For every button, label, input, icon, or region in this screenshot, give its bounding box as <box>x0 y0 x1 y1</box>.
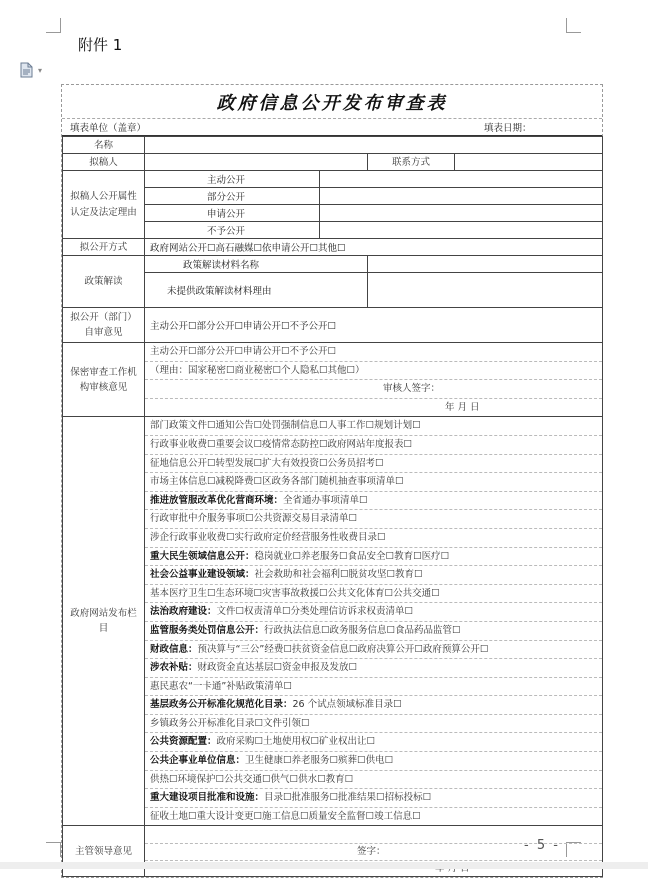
attr-label: 拟稿人公开属性认定及法定理由 <box>63 171 145 239</box>
column-category-label: 基层政务公开标准化规范化目录： <box>150 699 293 711</box>
dept-review-options[interactable]: 主动公开☐部分公开☐申请公开☐不予公开☐ <box>145 308 603 343</box>
chevron-down-icon[interactable]: ▾ <box>38 66 43 75</box>
dept-review-label: 拟公开（部门）自审意见 <box>63 308 145 343</box>
review-form <box>61 84 603 878</box>
column-options[interactable]: 全省通办事项清单☐ <box>283 494 368 506</box>
crop-mark-top-right <box>566 18 581 33</box>
reviewer-sign-label: 审核人签字： <box>145 380 602 399</box>
column-options[interactable]: 行政事业收费☐重要会议☐疫情常态防控☐政府网站年度报表☐ <box>150 438 413 450</box>
attachment-label: 附件 1 <box>78 36 123 54</box>
method-label: 拟公开方式 <box>63 239 145 256</box>
bottom-bar <box>0 862 648 869</box>
column-option-line[interactable] <box>145 622 602 641</box>
policy-material-field[interactable] <box>368 256 603 273</box>
leader-label: 主管领导意见 <box>63 826 145 877</box>
policy-no-reason-field[interactable] <box>368 273 603 308</box>
column-option-line[interactable] <box>145 510 602 529</box>
column-option-line[interactable] <box>145 789 602 808</box>
column-category-label: 公共企事业单位信息： <box>150 755 246 767</box>
column-option-line[interactable] <box>145 678 602 697</box>
form-table <box>62 136 603 877</box>
column-label: 政府网站发布栏目 <box>63 417 145 826</box>
column-options[interactable]: 行政执法信息☐政务服务信息☐食品药品监管☐ <box>264 624 461 636</box>
name-label: 名称 <box>63 137 145 154</box>
column-category-label: 监管服务类处罚信息公开： <box>150 624 265 636</box>
secret-review-reason[interactable]: （理由：国家秘密☐商业秘密☐个人隐私☐其他☐） <box>145 362 602 381</box>
table-row <box>63 417 603 826</box>
table-row <box>63 308 603 343</box>
table-row <box>63 256 603 273</box>
secret-review-label: 保密审查工作机构审核意见 <box>63 343 145 417</box>
attr-option: 申请公开 <box>145 205 320 222</box>
secret-review-options[interactable]: 主动公开☐部分公开☐申请公开☐不予公开☐ <box>145 343 602 362</box>
contact-label: 联系方式 <box>368 154 455 171</box>
column-options[interactable]: 卫生健康☐养老服务☐殡葬☐供电☐ <box>245 755 394 767</box>
contact-field[interactable] <box>455 154 603 171</box>
table-row <box>63 343 603 417</box>
column-options[interactable]: 稳岗就业☐养老服务☐食品安全☐教育☐医疗☐ <box>254 550 450 562</box>
column-option-line[interactable] <box>145 548 602 567</box>
column-options[interactable]: 征地信息公开☐转型发展☐扩大有效投资☐公务员招考☐ <box>150 457 384 469</box>
name-field[interactable] <box>145 137 603 154</box>
policy-no-reason-label: 未提供政策解读材料理由 <box>145 273 368 308</box>
column-options[interactable]: 惠民惠农“一卡通”补贴政策清单☐ <box>150 680 292 692</box>
table-row <box>63 239 603 256</box>
column-options[interactable]: 财政资金直达基层☐资金申报及发放☐ <box>197 662 358 674</box>
table-row <box>63 171 603 188</box>
table-row <box>63 154 603 171</box>
column-option-line[interactable] <box>145 455 602 474</box>
table-row <box>63 826 603 877</box>
column-category-label: 公共资源配置： <box>150 736 217 748</box>
column-category-label: 重大民生领域信息公开： <box>150 550 255 562</box>
attr-reason-field[interactable] <box>320 171 603 188</box>
column-option-line[interactable] <box>145 771 602 790</box>
form-meta-row <box>62 119 602 136</box>
drafter-label: 拟稿人 <box>63 154 145 171</box>
column-option-line[interactable] <box>145 715 602 734</box>
policy-label: 政策解读 <box>63 256 145 308</box>
crop-mark-bottom-left <box>46 842 61 857</box>
column-option-line[interactable] <box>145 417 602 436</box>
column-option-line[interactable] <box>145 808 602 826</box>
column-category-label: 重大建设项目批准和设施： <box>150 792 265 804</box>
attr-option: 部分公开 <box>145 188 320 205</box>
column-options[interactable]: 目录☐批准服务☐批准结果☐招标投标☐ <box>264 792 432 804</box>
attr-reason-field[interactable] <box>320 205 603 222</box>
fill-date-label: 填表日期： <box>484 123 532 134</box>
attr-reason-field[interactable] <box>320 222 603 239</box>
secret-review-block <box>145 343 603 417</box>
column-option-line[interactable] <box>145 492 602 511</box>
table-row <box>63 137 603 154</box>
column-list <box>145 417 603 826</box>
column-option-line[interactable] <box>145 585 602 604</box>
column-option-line[interactable] <box>145 566 602 585</box>
column-category-label: 推进放管服改革优化营商环境： <box>150 494 284 506</box>
document-icon[interactable] <box>20 62 34 78</box>
drafter-field[interactable] <box>145 154 368 171</box>
column-options[interactable]: 政府采购☐土地使用权☐矿业权出让☐ <box>216 736 376 748</box>
column-option-line[interactable] <box>145 733 602 752</box>
column-options[interactable]: 预决算与“三公”经费☐扶贫资金信息☐政府决算公开☐政府预算公开☐ <box>197 643 489 655</box>
column-category-label: 法治政府建设： <box>150 606 217 618</box>
method-options[interactable]: 政府网站公开☐高石融媒☐依申请公开☐其他☐ <box>145 239 603 256</box>
column-option-line[interactable] <box>145 436 602 455</box>
page-number: - 5 - <box>524 838 560 853</box>
column-option-line[interactable] <box>145 659 602 678</box>
column-category-label: 涉农补贴： <box>150 662 198 674</box>
column-options[interactable]: 基本医疗卫生☐生态环境☐灾害事故救援☐公共文化体育☐公共交通☐ <box>150 587 440 599</box>
column-options[interactable]: 社会救助和社会福利☐脱贫攻坚☐教育☐ <box>254 569 423 581</box>
crop-mark-top-left <box>46 18 61 33</box>
reviewer-date: 年 月 日 <box>445 401 480 413</box>
column-options[interactable]: 26 个试点领域标准目录☐ <box>292 699 402 711</box>
column-options[interactable]: 供热☐环境保护☐公共交通☐供气☐供水☐教育☐ <box>150 773 354 785</box>
leader-sign-label: 签字： <box>145 844 602 861</box>
column-option-line[interactable] <box>145 641 602 660</box>
column-option-line[interactable] <box>145 529 602 548</box>
column-option-line[interactable] <box>145 473 602 492</box>
column-option-line[interactable] <box>145 696 602 715</box>
column-option-line[interactable] <box>145 603 602 622</box>
fill-unit-label: 填表单位（盖章） <box>70 123 147 134</box>
attr-reason-field[interactable] <box>320 188 603 205</box>
attr-option: 不予公开 <box>145 222 320 239</box>
column-options[interactable]: 征收土地☐重大设计变更☐施工信息☐质量安全监督☐竣工信息☐ <box>150 810 421 822</box>
column-category-label: 财政信息： <box>150 643 198 655</box>
column-category-label: 社会公益事业建设领域： <box>150 569 255 581</box>
form-title: 政府信息公开发布审查表 <box>62 85 602 119</box>
column-options[interactable]: 乡镇政务公开标准化目录☐文件引领☐ <box>150 717 310 729</box>
column-options[interactable]: 文件☐权责清单☐分类处理信访诉求权责清单☐ <box>216 606 414 618</box>
column-option-line[interactable] <box>145 752 602 771</box>
attr-option: 主动公开 <box>145 171 320 188</box>
column-options[interactable]: 部门政策文件☐通知公告☐处罚强制信息☐人事工作☐规划计划☐ <box>150 420 421 432</box>
column-options[interactable]: 行政审批中介服务事项☐公共资源交易目录清单☐ <box>150 513 358 525</box>
column-options[interactable]: 涉企行政事业收费☐实行政府定价经营服务性收费目录☐ <box>150 531 386 543</box>
column-options[interactable]: 市场主体信息☐减税降费☐区政务各部门随机抽查事项清单☐ <box>150 476 404 488</box>
policy-material-label: 政策解读材料名称 <box>145 256 368 273</box>
